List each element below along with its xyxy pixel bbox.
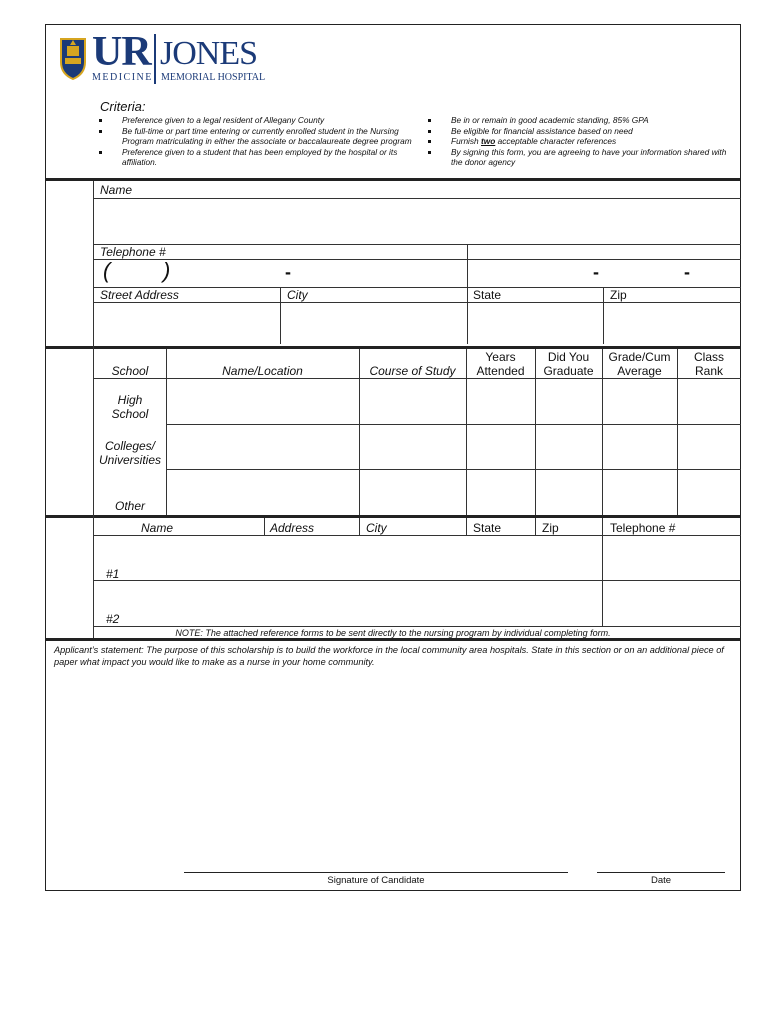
telephone-dash: - xyxy=(684,262,690,282)
other-school-field[interactable] xyxy=(167,470,740,514)
city-field[interactable] xyxy=(281,303,466,344)
high-school-field[interactable] xyxy=(167,379,740,423)
high-school-row-label: High School xyxy=(111,393,149,421)
criteria-item: Be in or remain in good academic standing, 85% GPA xyxy=(426,115,731,126)
criteria-list-left xyxy=(97,115,415,168)
reference-1-label: #1 xyxy=(106,567,120,581)
logo-divider xyxy=(154,34,156,84)
logo-ur-text: UR xyxy=(92,29,151,75)
state-field[interactable] xyxy=(468,303,602,344)
did-you-graduate-header: Did You Graduate xyxy=(543,350,594,378)
signature-label: Signature of Candidate xyxy=(327,875,425,886)
criteria-item: Be eligible for financial assistance based on need xyxy=(426,126,731,137)
reference-note: NOTE: The attached reference forms to be sent directly to the nursing program by individual completing form. xyxy=(175,628,611,638)
criteria-item: Preference given to a legal resident of Allegany County xyxy=(97,115,415,126)
reference-state-header: State xyxy=(473,521,502,535)
criteria-item: Be full-time or part time entering or currently enrolled student in the Nursing Program matriculating in either the associate or baccalaureate degree program xyxy=(97,126,415,147)
emphasis-two: two xyxy=(480,136,496,146)
date-label: Date xyxy=(650,875,672,886)
statement-field[interactable] xyxy=(50,672,736,862)
telephone-dash: - xyxy=(285,262,291,282)
reference-telephone-header: Telephone # xyxy=(610,521,676,535)
course-of-study-header: Course of Study xyxy=(369,364,456,378)
reference-address-header: Address xyxy=(270,521,315,535)
telephone-paren-open: ( xyxy=(103,258,111,283)
name-location-header: Name/Location xyxy=(222,364,303,378)
telephone-dash: - xyxy=(593,262,599,282)
reference-1-field[interactable] xyxy=(94,536,601,579)
reference-city-header: City xyxy=(366,521,387,535)
telephone-paren-close: ) xyxy=(163,258,171,283)
logo-jones-text: JONES xyxy=(160,35,258,72)
street-address-field[interactable] xyxy=(94,303,279,344)
state-label: State xyxy=(473,288,502,302)
logo-medicine-text: MEDICINE xyxy=(92,72,153,83)
colleges-row-label: Colleges/ Universities xyxy=(98,439,161,467)
criteria-item: By signing this form, you are agreeing to have your information shared with the donor agency xyxy=(426,147,731,168)
reference-zip-header: Zip xyxy=(542,521,559,535)
reference-2-telephone-field[interactable] xyxy=(603,581,740,625)
street-address-label: Street Address xyxy=(100,288,179,302)
telephone-label: Telephone # xyxy=(100,245,166,259)
zip-field[interactable] xyxy=(604,303,740,344)
grade-average-header: Grade/Cum Average xyxy=(608,350,671,378)
applicant-statement-text: Applicant’s statement: The purpose of this scholarship is to build the workforce in the local community area hospitals. State in this section or on an additional piece of paper what impact you would like to make as a nurse in your home community. xyxy=(54,645,724,667)
reference-2-label: #2 xyxy=(106,612,120,626)
signature-field[interactable] xyxy=(184,850,568,872)
hospital-seal-icon xyxy=(58,36,88,80)
zip-label: Zip xyxy=(610,288,627,302)
logo xyxy=(58,29,270,86)
reference-1-telephone-field[interactable] xyxy=(603,536,740,579)
class-rank-header: Class Rank xyxy=(693,350,724,378)
criteria-list-right xyxy=(426,115,731,168)
school-header: School xyxy=(111,364,149,378)
name-label: Name xyxy=(100,183,133,197)
criteria-title: Criteria: xyxy=(100,99,146,114)
criteria-item: Preference given to a student that has been employed by the hospital or its affiliation. xyxy=(97,147,415,168)
reference-name-header: Name xyxy=(141,521,174,535)
reference-2-field[interactable] xyxy=(94,581,601,625)
date-field[interactable] xyxy=(597,850,725,872)
name-field[interactable] xyxy=(94,199,740,243)
telephone-field[interactable] xyxy=(94,260,466,286)
logo-memorial-text: MEMORIAL HOSPITAL xyxy=(161,72,266,83)
years-attended-header: Years Attended xyxy=(476,350,525,378)
criteria-item: Furnish two acceptable character references xyxy=(426,136,731,147)
college-field[interactable] xyxy=(167,425,740,468)
other-row-label: Other xyxy=(114,499,145,513)
city-label: City xyxy=(287,288,308,302)
